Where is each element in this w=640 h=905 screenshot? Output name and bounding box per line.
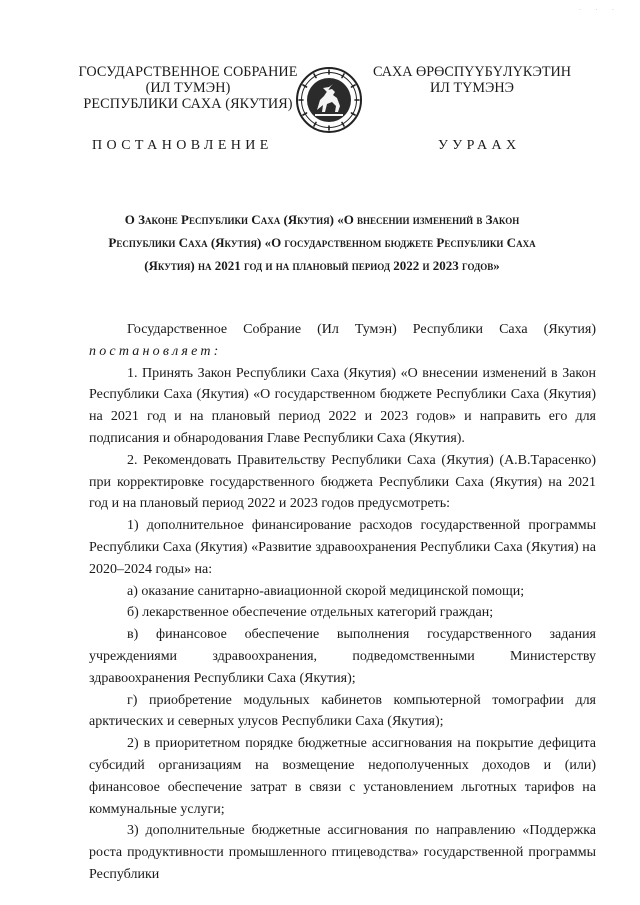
coat-of-arms-emblem-icon bbox=[295, 66, 363, 134]
paragraph-2: 2. Рекомендовать Правительству Республики Саха (Якутия) (А.В.Тарасенко) при корректировке государственного бюджета Республики Саха (Якутия) на 2021 год и на плановый период 2022 и 2023 годов предусмотреть: bbox=[89, 452, 596, 512]
title-line: Республики Саха (Якутия) «О государственном бюджете Республики Саха bbox=[108, 235, 536, 250]
paragraph-2-1-v: в) финансовое обеспечение выполнения государственного задания учреждениями здравоохранения, подведомственными Министерству здравоохранения Республики Саха (Якутия); bbox=[89, 627, 596, 686]
title-line: О Законе Республики Саха (Якутия) «О внесении изменений в Закон bbox=[124, 212, 520, 227]
paragraph-1: 1. Принять Закон Республики Саха (Якутия) «О внесении изменений в Закон Республики Саха (Якутия) «О государственном бюджете Республики Саха (Якутия) на 2021 год и на плановый период 2022 и 2023 годов» и направить его для подписания и обнародования Главе Республики Саха (Якутия). bbox=[89, 365, 596, 446]
scan-corner-marks: · · · bbox=[578, 6, 620, 14]
paragraph-2-1-a: а) оказание санитарно-авиационной скорой медицинской помощи; bbox=[127, 583, 525, 599]
header-left-line: РЕСПУБЛИКИ САХА (ЯКУТИЯ) bbox=[83, 96, 293, 112]
doc-type-russian: ПОСТАНОВЛЕНИЕ bbox=[92, 138, 273, 153]
header-left-line: ГОСУДАРСТВЕННОЕ СОБРАНИЕ bbox=[78, 64, 298, 80]
document-title bbox=[92, 208, 552, 277]
intro-paragraph bbox=[89, 319, 596, 341]
header-right-line: ИЛ ТҮМЭНЭ bbox=[430, 80, 514, 96]
header-left-russian bbox=[78, 64, 298, 112]
intro-text: Государственное Собрание (Ил Тумэн) Республики Саха (Якутия) bbox=[127, 322, 596, 337]
header-left-line: (ИЛ ТУМЭН) bbox=[145, 80, 231, 96]
paragraph-2-2: 2) в приоритетном порядке бюджетные ассигнования на покрытие дефицита субсидий организациям на возмещение недополученных доходов и (или) финансовое обеспечение затрат в связи с установлением льготных тарифов на коммунальные услуги; bbox=[89, 736, 596, 817]
decree-word: постановляет: bbox=[89, 343, 222, 359]
header-right-line: САХА ӨРӨСПҮҮБҮЛҮКЭТИН bbox=[372, 64, 572, 80]
document-body bbox=[89, 319, 596, 886]
header-right-yakut bbox=[372, 64, 572, 96]
paragraph-2-1-g: г) приобретение модульных кабинетов компьютерной томографии для арктических и северных улусов Республики Саха (Якутия); bbox=[89, 692, 596, 730]
paragraph-2-3: 3) дополнительные бюджетные ассигнования по направлению «Поддержка роста продуктивности промышленного птицеводства» государственной программы Республики bbox=[89, 823, 596, 882]
paragraph-2-1-b: б) лекарственное обеспечение отдельных категорий граждан; bbox=[127, 605, 494, 621]
decree-line bbox=[89, 341, 596, 363]
paragraph-2-1: 1) дополнительное финансирование расходов государственной программы Республики Саха (Якутия) «Развитие здравоохранения Республики Саха (Якутия) на 2020–2024 годы» на: bbox=[89, 518, 596, 577]
doc-type-yakut: УУРААХ bbox=[438, 138, 521, 153]
title-line: (Якутия) на 2021 год и на плановый период 2022 и 2023 годов» bbox=[144, 258, 500, 273]
